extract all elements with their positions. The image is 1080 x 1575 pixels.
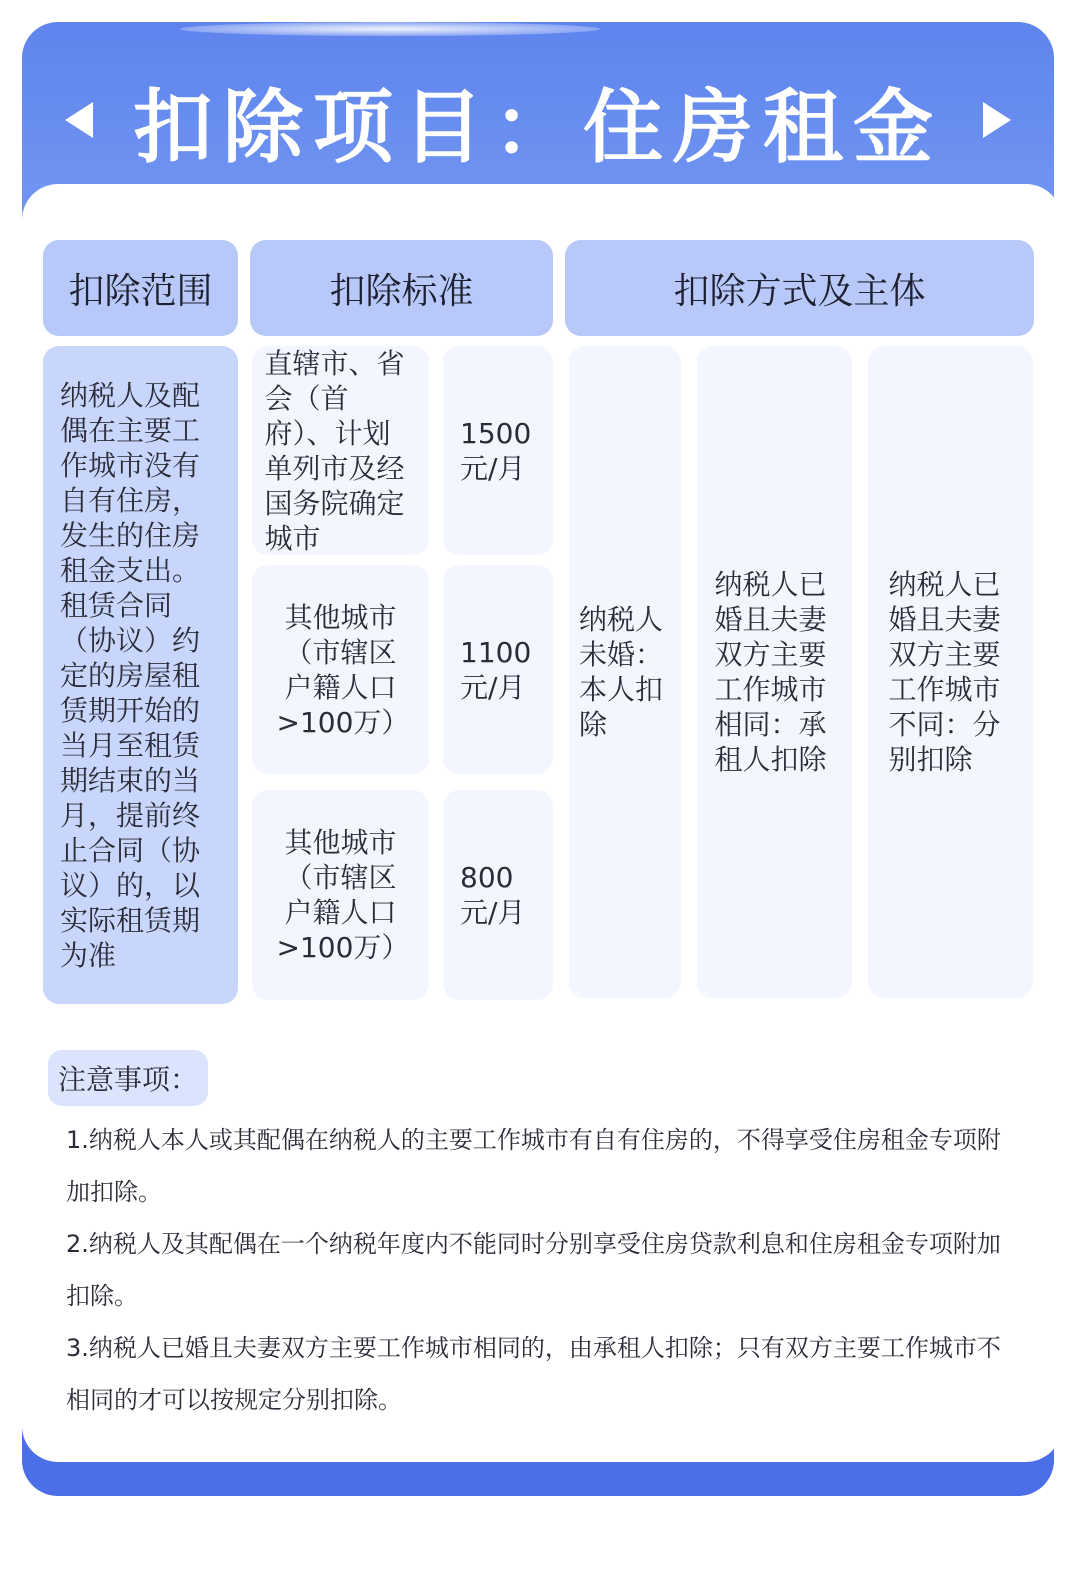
left-arrow-icon [65, 102, 93, 138]
header-standard: 扣除标准 [250, 240, 553, 336]
note-item: 1.纳税人本人或其配偶在纳税人的主要工作城市有自有住房的，不得享受住房租金专项附加扣除。 [66, 1126, 1001, 1206]
method-text: 纳税人已婚且夫妻双方主要工作城市不同：分别扣除 [888, 568, 1001, 776]
standard-amount-text: 1500元/月 [460, 416, 532, 485]
method-text: 纳税人未婚：本人扣除 [579, 603, 664, 741]
method-text: 纳税人已婚且夫妻双方主要工作城市相同：承租人扣除 [714, 568, 827, 776]
header-range: 扣除范围 [43, 240, 238, 336]
range-text: 纳税人及配偶在主要工作城市没有自有住房，发生的住房租金支出。租赁合同（协议）约定的房屋租赁期开始的当月至租赁期结束的当月，提前终止合同（协议）的，以实际租赁期为准 [60, 378, 201, 972]
standard-city-text: 其他城市（市辖区户籍人口>100万） [276, 826, 410, 964]
standard-amount-cell [443, 790, 553, 1000]
standard-city-cell [252, 790, 429, 1000]
right-arrow-icon [983, 102, 1011, 138]
standard-amount-cell [443, 346, 553, 555]
header-gloss [180, 22, 600, 36]
standard-city-cell [252, 565, 429, 774]
range-cell [43, 346, 238, 1004]
note-item: 2.纳税人及其配偶在一个纳税年度内不能同时分别享受住房贷款利息和住房租金专项附加扣除。 [66, 1230, 1001, 1310]
method-cell [569, 346, 681, 998]
title-row [22, 60, 1054, 180]
notes-title: 注意事项： [48, 1050, 208, 1106]
standard-amount-cell [443, 565, 553, 774]
method-cell [868, 346, 1033, 998]
standard-city-cell [252, 346, 429, 555]
standard-city-text: 直辖市、省会（首府）、计划单列市及经国务院确定城市 [264, 346, 405, 555]
page-title: 扣除项目：住房租金 [133, 80, 943, 174]
standard-city-text: 其他城市（市辖区户籍人口>100万） [276, 600, 410, 739]
method-cell [697, 346, 852, 998]
note-item: 3.纳税人已婚且夫妻双方主要工作城市相同的，由承租人扣除；只有双方主要工作城市不相同的才可以按规定分别扣除。 [66, 1334, 1001, 1414]
standard-amount-text: 1100元/月 [460, 635, 532, 704]
standard-amount-text: 800元/月 [460, 861, 526, 929]
header-method: 扣除方式及主体 [565, 240, 1034, 336]
